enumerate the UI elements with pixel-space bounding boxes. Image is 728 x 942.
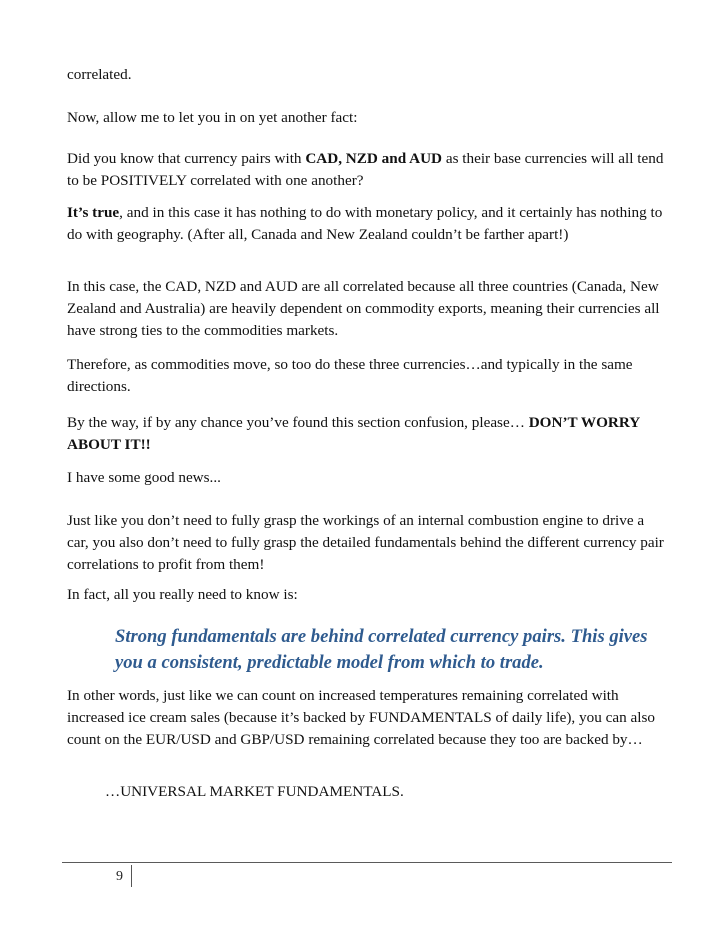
paragraph-by-the-way — [67, 412, 667, 456]
paragraph-in-other-words: In other words, just like we can count on increased temperatures remaining correlated with increased ice cream sales (because it’s backed by FUNDAMENTALS of daily life), you can also count on the EUR/USD and GBP/USD remaining correlated because they too are backed by… — [67, 687, 655, 748]
paragraph-its-true — [67, 202, 667, 246]
paragraph-in-fact: In fact, all you really need to know is: — [67, 586, 298, 603]
text-run: , and in this case it has nothing to do with monetary policy, and it certainly has nothing to do with geography. (After all, Canada and New Zealand couldn’t be farther apart!) — [67, 204, 663, 243]
paragraph-correlated: correlated. — [67, 66, 132, 83]
paragraph-just-like: Just like you don’t need to fully grasp the workings of an internal combustion engine to drive a car, you also don’t need to fully grasp the detailed fundamentals behind the different currency pair correlations to profit from them! — [67, 512, 664, 573]
text-run: By the way, if by any chance you’ve found this section confusion, please… — [67, 414, 529, 431]
paragraph-therefore: Therefore, as commodities move, so too do these three currencies…and typically in the same directions. — [67, 356, 633, 395]
paragraph-did-you-know — [67, 148, 667, 192]
paragraph-another-fact: Now, allow me to let you in on yet another fact: — [67, 109, 358, 126]
bold-dont-worry: DON’T WORRY ABOUT IT!! — [67, 414, 640, 453]
paragraph-in-this-case: In this case, the CAD, NZD and AUD are all correlated because all three countries (Canada, New Zealand and Australia) are heavily dependent on commodity exports, meaning their currencies all have strong ties to the commodities markets. — [67, 278, 660, 339]
paragraph-universal-fundamentals: …UNIVERSAL MARKET FUNDAMENTALS. — [105, 783, 404, 800]
text-run: Did you know that currency pairs with — [67, 150, 306, 167]
text-run: as their base currencies will all tend to be POSITIVELY correlated with one another? — [67, 150, 664, 189]
paragraph-good-news: I have some good news... — [67, 469, 221, 486]
callout-quote: Strong fundamentals are behind correlated currency pairs. This gives you a consistent, predictable model from which to trade. — [115, 626, 648, 673]
bold-currencies: CAD, NZD and AUD — [305, 150, 443, 167]
footer-rule — [62, 862, 672, 863]
page-number-separator — [131, 865, 132, 887]
bold-its-true: It’s true — [67, 204, 120, 221]
page-number: 9 — [116, 869, 123, 884]
